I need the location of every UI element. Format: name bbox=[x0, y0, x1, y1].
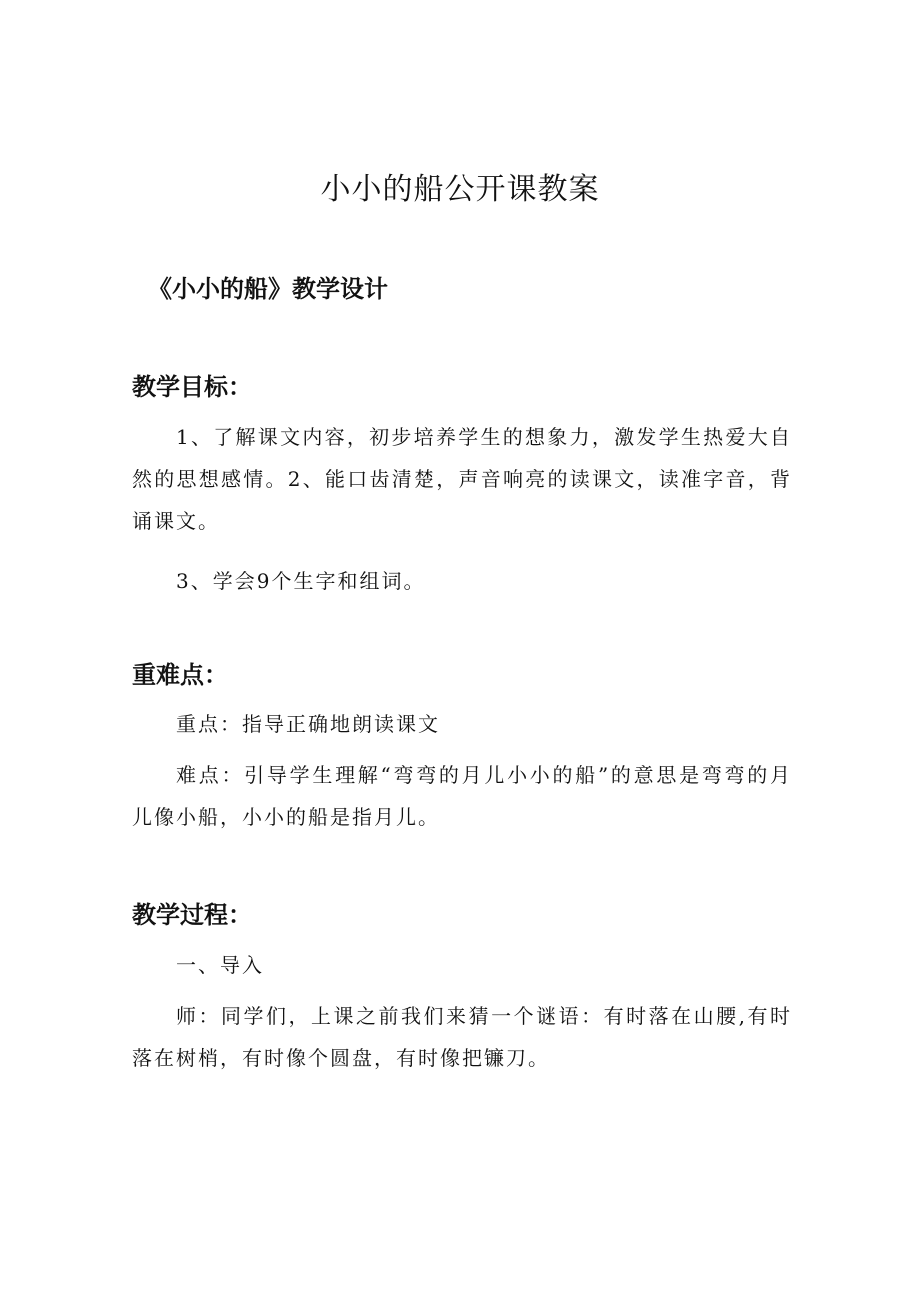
section-heading-goals: 教学目标： bbox=[132, 373, 252, 401]
process-paragraph-1: 一、导入 bbox=[176, 953, 264, 977]
goals-paragraph-2: 3、学会9个生字和组词。 bbox=[176, 569, 426, 593]
document-title: 小小的船公开课教案 bbox=[320, 172, 600, 207]
section-heading-process: 教学过程： bbox=[132, 901, 252, 929]
process-paragraph-2: 师：同学们，上课之前我们来猜一个谜语：有时落在山腰,有时落在树梢，有时像个圆盘，有时像把镰刀。 bbox=[132, 1004, 792, 1070]
key-points-paragraph-1: 重点：指导正确地朗读课文 bbox=[176, 712, 440, 736]
section-heading-key-points: 重难点： bbox=[132, 661, 228, 689]
goals-paragraph-1: 1、了解课文内容，初步培养学生的想象力，激发学生热爱大自然的思想感情。2、能口齿清楚，声音响亮的读课文，读准字音，背诵课文。 bbox=[132, 425, 792, 533]
document-subtitle: 《小小的船》教学设计 bbox=[148, 275, 388, 303]
key-points-paragraph-2: 难点：引导学生理解“弯弯的月儿小小的船”的意思是弯弯的月儿像小船，小小的船是指月儿。 bbox=[132, 763, 792, 829]
